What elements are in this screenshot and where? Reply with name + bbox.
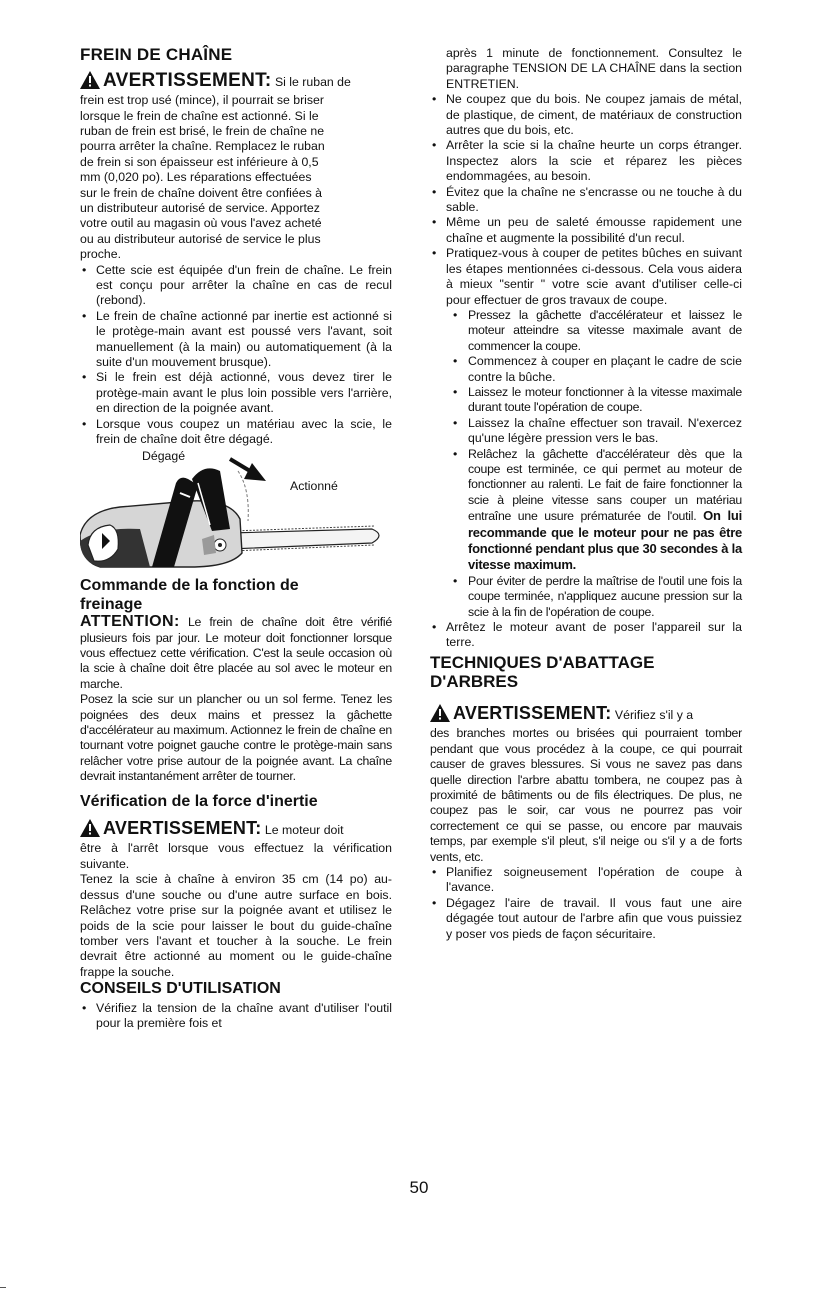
list-item: • Ne coupez que du bois. Ne coupez jamais de métal, de plastique, de ciment, de matériaux de construction autres que du bois, etc. [430,92,742,138]
conseils-bullet-list [80,1001,392,1032]
section-title-commande [80,577,392,614]
warning-text-line: ruban de frein est brisé, le frein de chaîne ne [80,123,325,138]
section-title-line: D'ARBRES [430,672,519,692]
list-item: • Évitez que la chaîne ne s'encrasse ou ne touche à du sable. [430,185,742,216]
attention-title: ATTENTION: [80,613,180,631]
warning-triangle-icon [80,819,100,841]
warning-text: Vérifiez s'il y a [614,707,694,722]
warning-text-line: sur le frein de chaîne doivent être confiées à [80,185,322,200]
commande-paragraph: Posez la scie sur un plancher ou un sol ferme. Tenez les poignées des deux mains et pressez la gâchette d'accélérateur au maximum. Actionnez le frein de chaîne en tournant votre poignet gauche contre le protège-main sans relâcher votre prise autour de la poignée avant. La chaîne devrait instantanément arrêter de tourner. [80,692,392,784]
engine-speed-warning: On lui recommande que le moteur pour ne pas être fonctionné pendant plus que 30 secondes à la vitesse maximum. [468,508,742,573]
warning-text: des branches mortes ou brisées qui pourraient tomber pendant que vous procédez à la coupe, ce qui pourrait causer de graves blessures. Si vous ne savez pas dans quelle direction l'arbre abattu tombera, ne coupez pas à proximité de bâtiments ou de fils électriques. De plus, ne coupez pas le soir, car vous ne pourrez pas voir correctement ce qui se passe, ou encore par mauvais temps, par exemple s'il pleut, s'il neige ou s'il y a de forts vents, etc. [430,726,742,864]
warning-text-line: proche. [80,247,122,262]
warning-text: Le moteur doit [264,823,344,838]
list-item: • Arrêtez le moteur avant de poser l'appareil sur la terre. [430,620,742,651]
chainsaw-illustration [80,449,392,575]
continued-paragraph: après 1 minute de fonctionnement. Consultez le paragraphe TENSION DE LA CHAÎNE dans la section ENTRETIEN. [446,46,742,91]
list-item: • Même un peu de saleté émousse rapidement une chaîne et augmente la possibilité d'un recul. [430,215,742,246]
warning-block-brake-band [80,71,392,263]
usage-bullet-list [430,92,742,651]
engage-arrow-icon [230,459,266,481]
felling-bullet-list [430,865,742,942]
sub-list-item: • Pour éviter de perdre la maîtrise de l'outil une fois la coupe terminée, n'appliquez aucune pression sur la scie à la fin de l'opération de coupe. [446,574,742,620]
warning-text-line: lorsque le frein de chaîne est actionné. Si le [80,108,319,123]
list-item: • Cette scie est équipée d'un frein de chaîne. Le frein est conçu pour arrêter la chaîne en cas de recul (rebond). [80,263,392,309]
sub-list-item: • Laissez la chaîne effectuer son travail. N'exercez qu'une légère pression vers le bas. [446,416,742,447]
section-title-line: freinage [80,595,143,613]
warning-title: AVERTISSEMENT: [103,818,262,839]
sub-list-item [446,447,742,574]
list-item [430,246,742,620]
list-item: • Lorsque vous coupez un matériau avec la scie, le frein de chaîne doit être dégagé. [80,417,392,448]
list-item: • Dégagez l'aire de travail. Il vous faut une aire dégagée tout autour de l'arbre afin que vous puissiez y poser vos pieds de façon sécuritaire. [430,896,742,942]
list-item: • Arrêter la scie si la chaîne heurte un corps étranger. Inspectez alors la scie et réparez les pièces endommagées, au besoin. [430,138,742,184]
list-item-text: Pratiquez-vous à couper de petites bûches en suivant les étapes mentionnées ci-dessous. Cela vous aidera à mieux "sentir " votre scie avant d'utiliser celle-ci pour effectuer de gros travaux de coupe. [446,246,742,307]
list-item: • Planifiez soigneusement l'opération de coupe à l'avance. [430,865,742,896]
practice-steps-list [446,308,742,620]
warning-text-line: ou au distributeur autorisé de service le plus [80,231,321,246]
brake-bullet-list [80,263,392,448]
list-item: • Vérifiez la tension de la chaîne avant d'utiliser l'outil pour la première fois et [80,1001,392,1032]
section-title-verification: Vérification de la force d'inertie [80,792,318,810]
warning-text-line: frein est trop usé (mince), il pourrait se briser [80,93,324,108]
warning-text: être à l'arrêt lorsque vous effectuez la vérification suivante. [80,841,392,871]
section-title-techniques [430,653,742,692]
warning-text-line: mm (0,020 po). Les réparations effectuées [80,170,312,185]
sub-list-item: • Commencez à couper en plaçant le cadre de scie contre la bûche. [446,354,742,385]
warning-text-line: de frein si son épaisseur est inférieure à 0,5 [80,154,319,169]
chain-brake-figure [80,449,392,575]
warning-text-line: un distributeur autorisé de service. Apportez [80,200,320,215]
figure-label-released: Dégagé [142,449,186,464]
section-title-frein: FREIN DE CHAÎNE [80,45,233,64]
sub-list-item: • Pressez la gâchette d'accélérateur et laissez le moteur atteindre sa vitesse maximale avant de commencer la coupe. [446,308,742,354]
section-title-conseils: CONSEILS D'UTILISATION [80,980,281,998]
verification-paragraph: Tenez la scie à chaîne à environ 35 cm (14 po) au-dessus d'une souche ou d'une autre surface en bois. Relâchez votre prise sur la poignée avant et utilisez le poids de la scie pour laisser le bout du guide-chaîne tomber vers l'avant et toucher à la souche. Le frein devrait être actionné au moment ou le guide-chaîne frappe la souche. [80,872,392,979]
warning-title: AVERTISSEMENT: [103,69,272,91]
page-number: 50 [409,1178,429,1197]
attention-text: Le frein de chaîne doit être [187,615,353,630]
warning-text-line: Si le ruban de [274,74,351,89]
list-item: • Si le frein est déjà actionné, vous devez tirer le protège-main avant le plus loin possible vers l'arrière, en direction de la poignée avant. [80,370,392,416]
figure-label-engaged: Actionné [290,479,338,494]
warning-triangle-icon [430,704,450,726]
left-column [80,46,392,1031]
sub-list-item-text: Relâchez la gâchette d'accélérateur dès que la coupe est terminée, ce qui permet au moteur de fonctionner au ralenti. Le fait de faire fonctionner la scie à pleine vitesse sans couper un matériau entraîne une usure prématurée de l'outil. [468,446,742,524]
warning-text-line: votre outil au magasin où vous l'avez acheté [80,216,322,231]
warning-triangle-icon [80,71,100,93]
warning-block-engine [80,819,392,872]
warning-title: AVERTISSEMENT: [453,702,612,723]
section-title-line: Commande de la fonction de [80,577,299,595]
attention-text: vérifié plusieurs fois par jour. Le moteur doit fonctionner lorsque vous effectuez cette vérification. C'est la seule occasion où la scie à chaîne doit être placée au sol avec le moteur en marche. [80,615,393,691]
section-title-line: TECHNIQUES D'ABATTAGE [430,652,655,672]
sub-list-item: • Laissez le moteur fonctionner à la vitesse maximale durant toute l'opération de coupe. [446,385,742,416]
right-column [430,46,742,942]
warning-block-felling [430,704,742,865]
scan-corner-mark [0,1287,6,1288]
warning-text-line: pourra arrêter la chaîne. Remplacez le ruban [80,139,325,154]
list-item: • Le frein de chaîne actionné par inertie est actionné si le protège-main avant est poussé vers l'avant, soit manuellement (à la main) ou automatiquement (à la suite d'un mouvement brusque). [80,309,392,371]
attention-paragraph [80,614,392,692]
